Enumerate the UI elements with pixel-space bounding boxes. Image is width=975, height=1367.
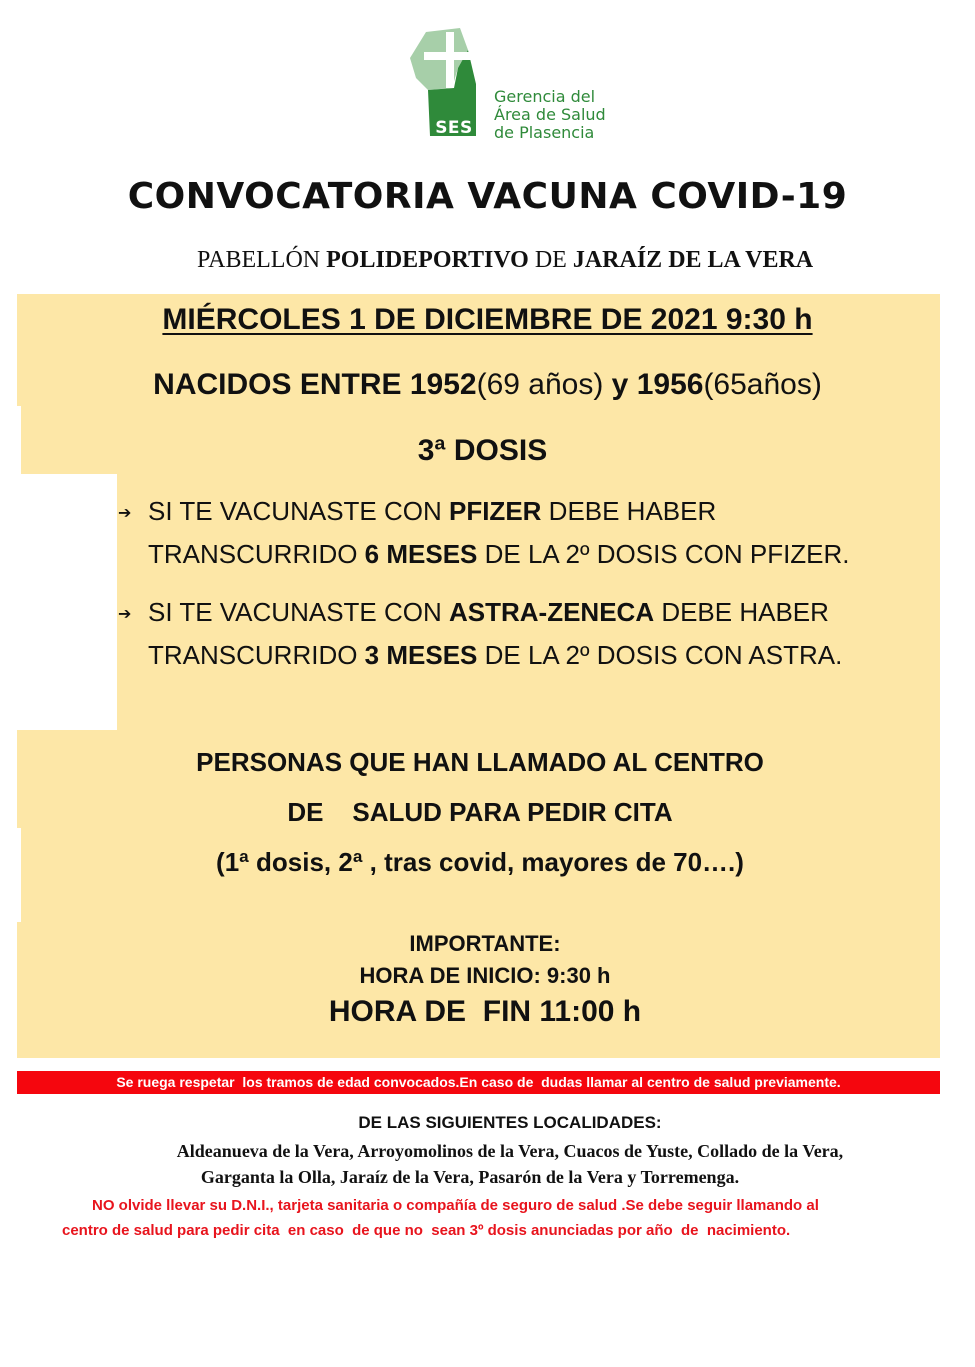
note-line-1: NO olvide llevar su D.N.I., tarjeta sanitaria o compañía de seguro de salud .Se debe seguir llamando al [92, 1197, 819, 1214]
bullet-text-a: SI TE VACUNASTE CON [148, 496, 449, 526]
bullet-text-f: DE LA 2º DOSIS CON ASTRA. [477, 640, 843, 670]
bullet-text-d: TRANSCURRIDO [148, 539, 365, 569]
bullet-text-f: DE LA 2º DOSIS CON PFIZER. [477, 539, 850, 569]
logo-cross-horizontal [424, 52, 476, 60]
venue-town: JARAÍZ DE LA VERA [572, 247, 814, 273]
panel-notch-2 [17, 474, 117, 730]
arrow-icon: ➔ [118, 505, 132, 522]
bullet-text-c: DEBE HABER [654, 597, 829, 627]
end-time: HORA DE FIN 11:00 h [328, 995, 642, 1028]
bullet-pfizer [118, 490, 928, 576]
start-time: HORA DE INICIO: 9:30 h [359, 963, 611, 988]
age-notice-bar: Se ruega respetar los tramos de edad convocados.En caso de dudas llamar al centro de salud previamente. [17, 1071, 940, 1094]
venue-middle: DE [528, 247, 573, 273]
arrow-icon: ➔ [118, 606, 132, 623]
bullet-text-b: PFIZER [448, 496, 542, 526]
bullet-text-e: 6 MESES [364, 539, 478, 569]
born-part-2: (69 años) [476, 368, 604, 401]
logo-line-1: Gerencia del [494, 87, 596, 106]
important-label: IMPORTANTE: [409, 931, 561, 956]
born-part-4: (65años) [703, 368, 822, 401]
logo-line-2: Área de Salud [494, 105, 606, 124]
venue-prefix: PABELLÓN [197, 247, 327, 273]
venue-place: POLIDEPORTIVO [326, 247, 529, 273]
logo-text [494, 88, 606, 142]
logo-abbr: SES [435, 118, 473, 138]
bullet-text-b: ASTRA-ZENECA [448, 597, 655, 627]
localities-heading: DE LAS SIGUIENTES LOCALIDADES: [358, 1113, 662, 1132]
dose-line: 3ª DOSIS [417, 434, 548, 467]
calls-line-3: (1ª dosis, 2ª , tras covid, mayores de 70….) [216, 847, 744, 877]
born-part-1: NACIDOS ENTRE 1952 [153, 368, 477, 401]
bullet-text-a: SI TE VACUNASTE CON [148, 597, 449, 627]
venue [197, 247, 813, 274]
logo-line-3: de Plasencia [494, 123, 595, 142]
bullet-text-e: 3 MESES [364, 640, 478, 670]
bullet-text-d: TRANSCURRIDO [148, 640, 365, 670]
calls-line-2: DE SALUD PARA PEDIR CITA [287, 797, 673, 827]
page-title: CONVOCATORIA VACUNA COVID-19 [127, 176, 848, 217]
bullet-astrazeneca [118, 591, 928, 677]
localities-line-2: Garganta la Olla, Jaraíz de la Vera, Pasarón de la Vera y Torremenga. [200, 1167, 740, 1187]
localities-line-1: Aldeanueva de la Vera, Arroyomolinos de la Vera, Cuacos de Yuste, Collado de la Vera, [176, 1141, 844, 1161]
calls-line-1: PERSONAS QUE HAN LLAMADO AL CENTRO [196, 747, 764, 777]
born-line [0, 368, 975, 402]
born-part-3: y 1956 [603, 368, 704, 401]
bullet-text-c: DEBE HABER [541, 496, 717, 526]
date-line: MIÉRCOLES 1 DE DICIEMBRE DE 2021 9:30 h [162, 303, 813, 336]
note-line-2: centro de salud para pedir cita en caso de que no sean 3º dosis anunciadas por año de nacimiento. [62, 1222, 791, 1239]
